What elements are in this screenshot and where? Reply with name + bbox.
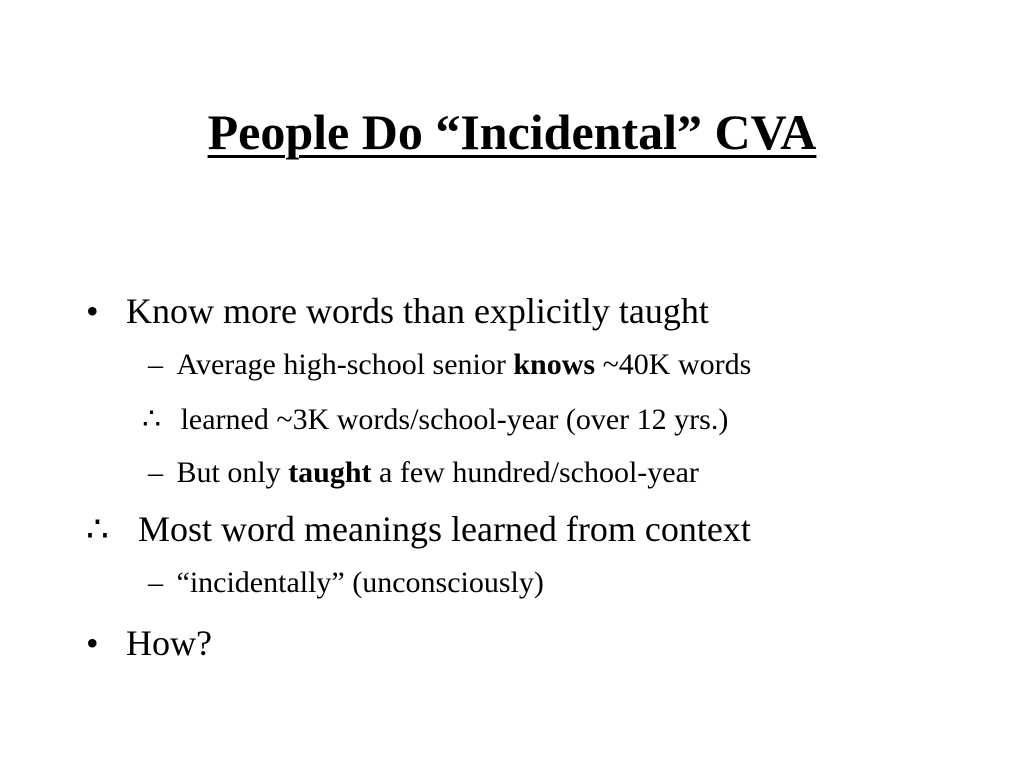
bullet-marker: •: [86, 623, 99, 663]
therefore-marker: ∴: [86, 509, 109, 549]
bullet-text: How?: [126, 623, 212, 663]
sub-item-2: [142, 402, 728, 437]
dash-marker: –: [148, 456, 163, 489]
sub-item-1: [148, 348, 751, 382]
sub-item-text-after: a few hundred/school-year: [371, 456, 699, 489]
dash-marker: –: [148, 566, 163, 599]
sub-item-text-bold: knows: [513, 348, 596, 381]
sub-item-text: learned ~3K words/school-year (over 12 yrs.): [180, 403, 729, 436]
sub-item-4: [148, 566, 544, 600]
sub-item-text-before: Average high-school senior: [176, 348, 514, 381]
therefore-marker: ∴: [142, 403, 162, 436]
bullet-text: Most word meanings learned from context: [138, 509, 751, 549]
slide-title: [0, 102, 1024, 162]
bullet-text: Know more words than explicitly taught: [126, 291, 709, 331]
bullet-marker: •: [86, 291, 99, 331]
sub-item-text: “incidentally” (unconsciously): [176, 566, 544, 599]
sub-item-text-bold: taught: [288, 456, 372, 489]
sub-item-3: [148, 456, 699, 490]
sub-item-text-after: ~40K words: [595, 348, 752, 381]
dash-marker: –: [148, 348, 163, 381]
slide-title-text: People Do “Incidental” CVA: [207, 104, 817, 160]
sub-item-text-before: But only: [176, 456, 289, 489]
